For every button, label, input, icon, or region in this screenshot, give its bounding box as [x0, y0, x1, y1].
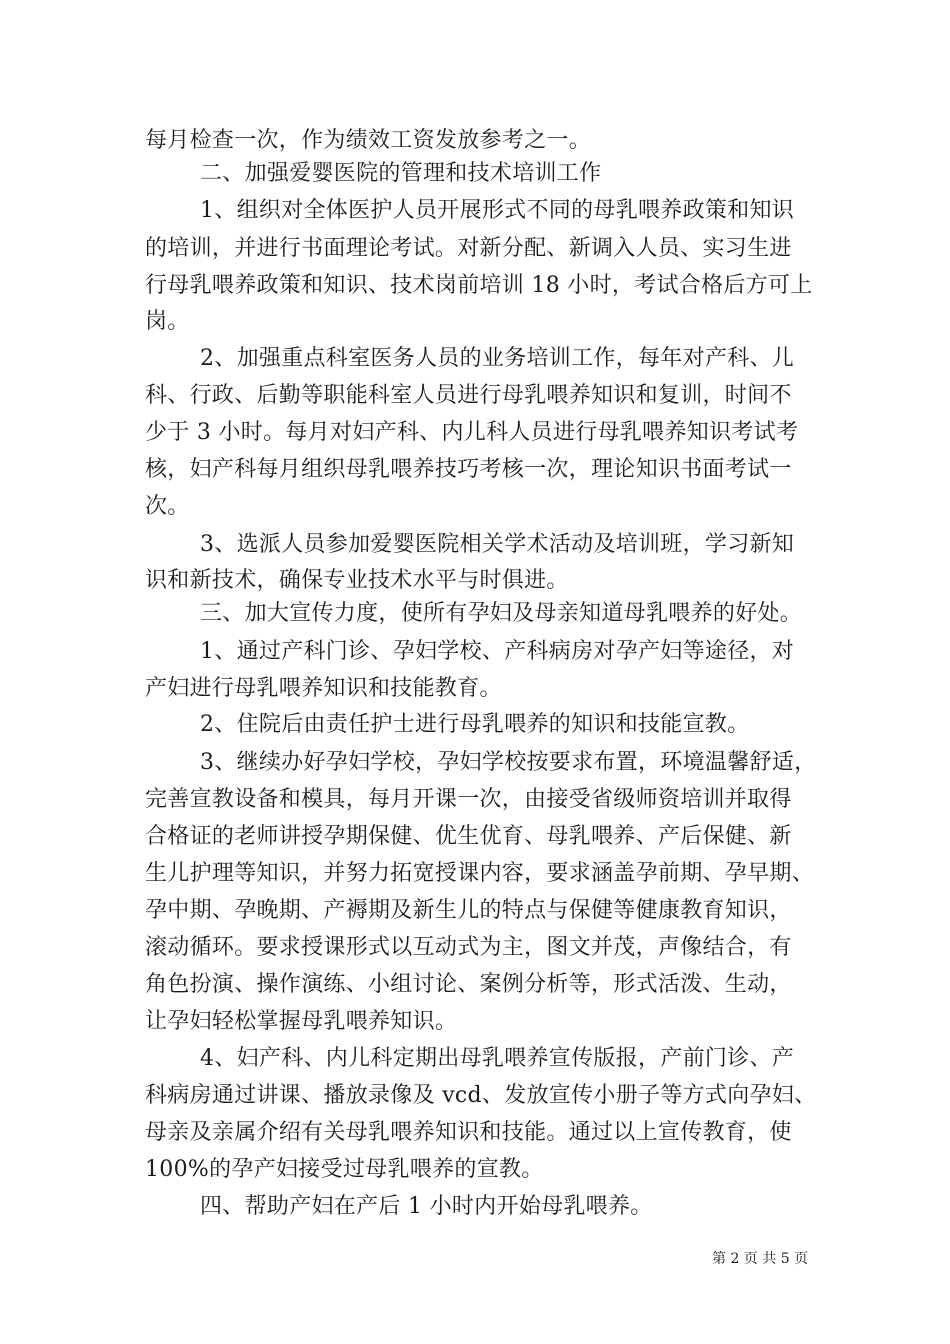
text-line: 合格证的老师讲授孕期保健、优生优育、母乳喂养、产后保健、新 [145, 824, 792, 849]
text-line: 3、选派人员参加爱婴医院相关学术活动及培训班，学习新知 [200, 532, 795, 557]
text-line: 核，妇产科每月组织母乳喂养技巧考核一次，理论知识书面考试一 [145, 457, 792, 482]
text-line: 母亲及亲属介绍有关母乳喂养知识和技能。通过以上宣传教育，使 [145, 1120, 792, 1145]
text-line: 少于 3 小时。每月对妇产科、内儿科人员进行母乳喂养知识考试考 [145, 420, 799, 445]
text-line: 3、继续办好孕妇学校，孕妇学校按要求布置，环境温馨舒适， [200, 750, 817, 775]
text-line: 角色扮演、操作演练、小组讨论、案例分析等，形式活泼、生动， [145, 972, 792, 997]
text-line: 1、组织对全体医护人员开展形式不同的母乳喂养政策和知识 [200, 198, 795, 223]
text-line: 2、住院后由责任护士进行母乳喂养的知识和技能宣教。 [200, 712, 750, 737]
text-line: 完善宣教设备和模具，每月开课一次，由接受省级师资培训并取得 [145, 787, 792, 812]
text-line: 科病房通过讲课、播放录像及 vcd、发放宣传小册子等方式向孕妇、 [145, 1083, 817, 1108]
section-heading: 二、加强爱婴医院的管理和技术培训工作 [200, 161, 602, 186]
text-line: 行母乳喂养政策和知识、技术岗前培训 18 小时，考试合格后方可上 [145, 273, 813, 298]
text-line: 100%的孕产妇接受过母乳喂养的宣教。 [145, 1157, 544, 1182]
section-heading: 四、帮助产妇在产后 1 小时内开始母乳喂养。 [200, 1194, 653, 1219]
page-number: 第 2 页 共 5 页 [712, 1251, 809, 1267]
text-line: 每月检查一次，作为绩效工资发放参考之一。 [145, 128, 592, 153]
text-line: 的培训，并进行书面理论考试。对新分配、新调入人员、实习生进 [145, 236, 792, 261]
text-line: 产妇进行母乳喂养知识和技能教育。 [145, 676, 502, 701]
text-line: 1、通过产科门诊、孕妇学校、产科病房对孕产妇等途径，对 [200, 639, 795, 664]
text-line: 岗。 [145, 309, 190, 334]
text-line: 次。 [145, 494, 190, 519]
text-line: 孕中期、孕晚期、产褥期及新生儿的特点与保健等健康教育知识， [145, 898, 792, 923]
text-line: 滚动循环。要求授课形式以互动式为主，图文并茂，声像结合，有 [145, 935, 792, 960]
section-heading: 三、加大宣传力度，使所有孕妇及母亲知道母乳喂养的好处。 [200, 601, 803, 626]
text-line: 4、妇产科、内儿科定期出母乳喂养宣传版报，产前门诊、产 [200, 1046, 795, 1071]
text-line: 科、行政、后勤等职能科室人员进行母乳喂养知识和复训，时间不 [145, 383, 792, 408]
text-line: 识和新技术，确保专业技术水平与时俱进。 [145, 568, 569, 593]
text-line: 2、加强重点科室医务人员的业务培训工作，每年对产科、儿 [200, 346, 795, 371]
text-line: 生儿护理等知识，并努力拓宽授课内容，要求涵盖孕前期、孕早期、 [145, 861, 815, 886]
text-line: 让孕妇轻松掌握母乳喂养知识。 [145, 1009, 458, 1034]
